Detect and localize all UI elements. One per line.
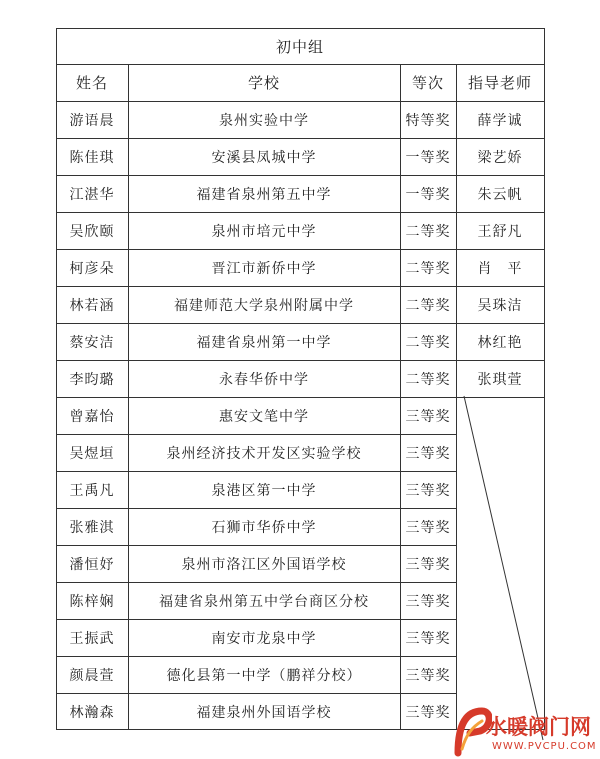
cell-school: 晋江市新侨中学 <box>211 260 317 277</box>
cell-teacher: 张琪萱 <box>477 371 523 388</box>
cell-rank: 一等奖 <box>405 149 451 166</box>
header-name: 姓名 <box>75 74 108 92</box>
cell-teacher: 朱云帆 <box>477 186 523 203</box>
cell-rank: 三等奖 <box>405 630 451 647</box>
watermark-url: WWW.PVCPU.COM <box>492 741 597 752</box>
cell-teacher: 王舒凡 <box>477 223 523 240</box>
cell-name: 王振武 <box>69 630 115 647</box>
cell-name: 柯彦朵 <box>69 260 115 277</box>
cell-teacher: 吴珠洁 <box>477 297 523 314</box>
cell-name: 陈佳琪 <box>69 149 115 166</box>
cell-rank: 一等奖 <box>405 186 451 203</box>
cell-rank: 三等奖 <box>405 704 451 721</box>
cell-school: 福建省泉州第一中学 <box>196 334 332 351</box>
cell-rank: 特等奖 <box>405 112 451 129</box>
cell-rank: 三等奖 <box>405 593 451 610</box>
cell-rank: 二等奖 <box>405 260 451 277</box>
cell-school: 德化县第一中学（鹏祥分校） <box>166 667 362 684</box>
cell-name: 张雅淇 <box>69 519 115 536</box>
cell-school: 泉州市洛江区外国语学校 <box>181 556 347 573</box>
cell-name: 吴煜垣 <box>69 445 115 462</box>
cell-name: 陈梓娴 <box>69 593 115 610</box>
cell-rank: 三等奖 <box>405 482 451 499</box>
cell-school: 安溪县凤城中学 <box>211 149 317 166</box>
cell-school: 福建省泉州第五中学 <box>196 186 332 203</box>
watermark-site-name: 水暖阀门网 <box>486 715 591 739</box>
cell-school: 福建泉州外国语学校 <box>196 704 332 721</box>
cell-name: 林瀚森 <box>69 704 115 721</box>
cell-rank: 三等奖 <box>405 667 451 684</box>
cell-rank: 二等奖 <box>405 223 451 240</box>
cell-name: 吴欣颐 <box>69 223 115 240</box>
cell-teacher: 肖 平 <box>477 260 523 277</box>
cell-rank: 二等奖 <box>405 334 451 351</box>
cell-rank: 三等奖 <box>405 408 451 425</box>
cell-teacher: 薛学诚 <box>477 112 523 129</box>
header-rank: 等次 <box>411 74 444 92</box>
group-title: 初中组 <box>275 37 324 56</box>
cell-school: 福建师范大学泉州附属中学 <box>174 297 354 314</box>
cell-rank: 三等奖 <box>405 556 451 573</box>
cell-name: 江湛华 <box>69 186 115 203</box>
cell-name: 游语晨 <box>69 112 115 129</box>
cell-school: 福建省泉州第五中学台商区分校 <box>159 593 369 610</box>
cell-school: 泉州市培元中学 <box>211 223 317 240</box>
cell-school: 泉州经济技术开发区实验学校 <box>166 445 362 462</box>
cell-name: 李昀璐 <box>69 371 115 388</box>
header-teacher: 指导老师 <box>467 74 532 92</box>
cell-teacher: 林红艳 <box>477 334 523 351</box>
cell-rank: 二等奖 <box>405 297 451 314</box>
cell-rank: 二等奖 <box>405 371 451 388</box>
cell-name: 林若涵 <box>69 297 115 314</box>
cell-school: 石狮市华侨中学 <box>211 519 317 536</box>
cell-name: 王禹凡 <box>69 482 115 499</box>
cell-name: 潘恒妤 <box>69 556 115 573</box>
cell-school: 永春华侨中学 <box>219 371 309 388</box>
cell-school: 惠安文笔中学 <box>219 408 309 425</box>
cell-school: 泉州实验中学 <box>219 112 309 129</box>
cell-name: 颜晨萱 <box>69 667 115 684</box>
cell-name: 蔡安洁 <box>69 334 115 351</box>
cell-teacher: 梁艺娇 <box>477 149 523 166</box>
header-school: 学校 <box>247 74 280 92</box>
cell-school: 南安市龙泉中学 <box>211 630 317 647</box>
cell-rank: 三等奖 <box>405 519 451 536</box>
cell-name: 曾嘉怡 <box>69 408 115 425</box>
cell-rank: 三等奖 <box>405 445 451 462</box>
cell-school: 泉港区第一中学 <box>211 482 317 499</box>
